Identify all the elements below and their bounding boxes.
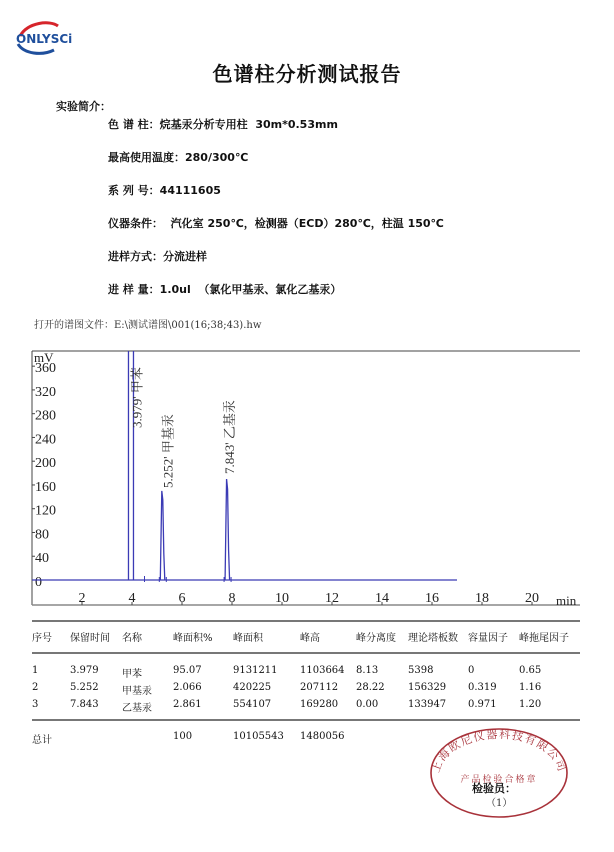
intro-serial-number: 系 列 号：44111605 — [108, 184, 221, 197]
y-tick-label: 0 — [35, 575, 42, 590]
cell-retention-time: 5.252 — [70, 682, 99, 693]
header-index: 序号 — [32, 633, 52, 644]
cell-height: 1103664 — [300, 665, 345, 676]
cell-resolution: 28.22 — [356, 682, 385, 693]
x-tick-label: 18 — [475, 591, 489, 606]
header-area-percent: 峰面积% — [173, 633, 213, 644]
stamp-inner-text: 产品检验合格章 — [460, 775, 538, 785]
peak-methylmercury — [160, 491, 165, 580]
header-capacity-factor: 容量因子 — [468, 633, 508, 644]
header-retention-time: 保留时间 — [70, 633, 110, 644]
cell-retention-time: 3.979 — [70, 665, 99, 676]
cell-tailing-factor: 1.20 — [519, 699, 542, 710]
total-area-pct: 100 — [173, 731, 193, 742]
y-tick-label: 320 — [35, 384, 56, 400]
cell-height: 207112 — [300, 682, 339, 693]
intro-heading: 实验简介： — [56, 100, 111, 113]
y-tick-label: 280 — [35, 408, 56, 424]
cell-capacity-factor: 0.319 — [468, 682, 497, 693]
cell-area-percent: 95.07 — [173, 665, 202, 676]
table-row — [32, 682, 580, 698]
cell-index: 2 — [32, 682, 39, 693]
y-tick-label: 240 — [35, 432, 56, 448]
table-bottom-rule — [32, 719, 580, 721]
table-row — [32, 665, 580, 681]
table-row — [32, 699, 580, 715]
cell-plates: 133947 — [408, 699, 447, 710]
page-number: （1） — [486, 798, 513, 809]
x-tick-label: 12 — [325, 591, 339, 606]
cell-area: 420225 — [233, 682, 272, 693]
chromatogram-chart — [0, 340, 614, 612]
cell-name: 乙基汞 — [122, 703, 152, 714]
table-header-rule — [32, 652, 580, 654]
cell-height: 169280 — [300, 699, 339, 710]
cell-area-percent: 2.861 — [173, 699, 202, 710]
y-tick-label: 200 — [35, 456, 56, 472]
y-tick-label: 40 — [35, 551, 49, 567]
y-tick-label: 80 — [35, 527, 49, 543]
total-label: 总计 — [32, 735, 52, 746]
inspector-label: 检验员： — [472, 782, 516, 795]
cell-name: 甲苯 — [122, 669, 142, 680]
intro-instrument-conditions: 仪器条件： 汽化室 250℃，检测器（ECD）280℃，柱温 150℃ — [108, 217, 444, 230]
intro-max-temp: 最高使用温度：280/300℃ — [108, 151, 249, 164]
cell-tailing-factor: 1.16 — [519, 682, 542, 693]
y-tick-label: 160 — [35, 479, 56, 495]
x-tick-label: 16 — [425, 591, 439, 606]
peak-label: 3.979' 甲苯 — [129, 367, 145, 428]
company-logo — [14, 20, 86, 56]
peak-label: 5.252' 甲基汞 — [160, 414, 176, 488]
cell-resolution: 8.13 — [356, 665, 379, 676]
peak-ethylmercury — [225, 479, 230, 580]
intro-injection-mode: 进样方式：分流进样 — [108, 250, 207, 263]
table-header-row — [32, 629, 580, 645]
x-tick-label: 8 — [228, 591, 236, 606]
y-tick-label: 360 — [35, 361, 56, 377]
total-height: 1480056 — [300, 731, 345, 742]
x-tick-label: 10 — [275, 591, 289, 606]
logo-text: ONLYSCi — [16, 32, 73, 46]
cell-plates: 156329 — [408, 682, 447, 693]
cell-area-percent: 2.066 — [173, 682, 202, 693]
intro-column: 色 谱 柱：烷基汞分析专用柱 30m*0.53mm — [108, 118, 338, 131]
cell-capacity-factor: 0 — [468, 665, 475, 676]
opened-file-path: 打开的谱图文件：E:\测试谱图\001(16;38;43).hw — [34, 320, 262, 331]
header-height: 峰高 — [300, 633, 320, 644]
header-area: 峰面积 — [233, 633, 263, 644]
cell-capacity-factor: 0.971 — [468, 699, 497, 710]
total-area: 10105543 — [233, 731, 284, 742]
header-tailing-factor: 峰拖尾因子 — [519, 633, 569, 644]
cell-index: 1 — [32, 665, 39, 676]
intro-injection-volume: 进 样 量：1.0ul （氯化甲基汞、氯化乙基汞） — [108, 283, 342, 296]
cell-area: 554107 — [233, 699, 272, 710]
cell-plates: 5398 — [408, 665, 434, 676]
x-unit-label: min — [556, 593, 577, 608]
header-plates: 理论塔板数 — [408, 633, 458, 644]
y-tick-label: 120 — [35, 503, 56, 519]
peak-label: 7.843' 乙基汞 — [222, 400, 238, 474]
cell-index: 3 — [32, 699, 39, 710]
report-title: 色谱柱分析测试报告 — [212, 62, 402, 86]
x-tick-label: 20 — [525, 591, 539, 606]
x-tick-label: 6 — [178, 591, 186, 606]
y-unit-label: mV — [34, 350, 54, 365]
header-resolution: 峰分离度 — [356, 633, 396, 644]
cell-area: 9131211 — [233, 665, 278, 676]
header-name: 名称 — [122, 633, 142, 644]
x-tick-label: 4 — [128, 591, 136, 606]
cell-resolution: 0.00 — [356, 699, 379, 710]
cell-name: 甲基汞 — [122, 686, 152, 697]
cell-retention-time: 7.843 — [70, 699, 99, 710]
x-tick-label: 2 — [78, 591, 86, 606]
stamp-outer-text: 上海欧尼仪器科技有限公司 — [429, 727, 569, 775]
x-tick-label: 14 — [375, 591, 389, 606]
table-top-rule — [32, 620, 580, 622]
cell-tailing-factor: 0.65 — [519, 665, 542, 676]
